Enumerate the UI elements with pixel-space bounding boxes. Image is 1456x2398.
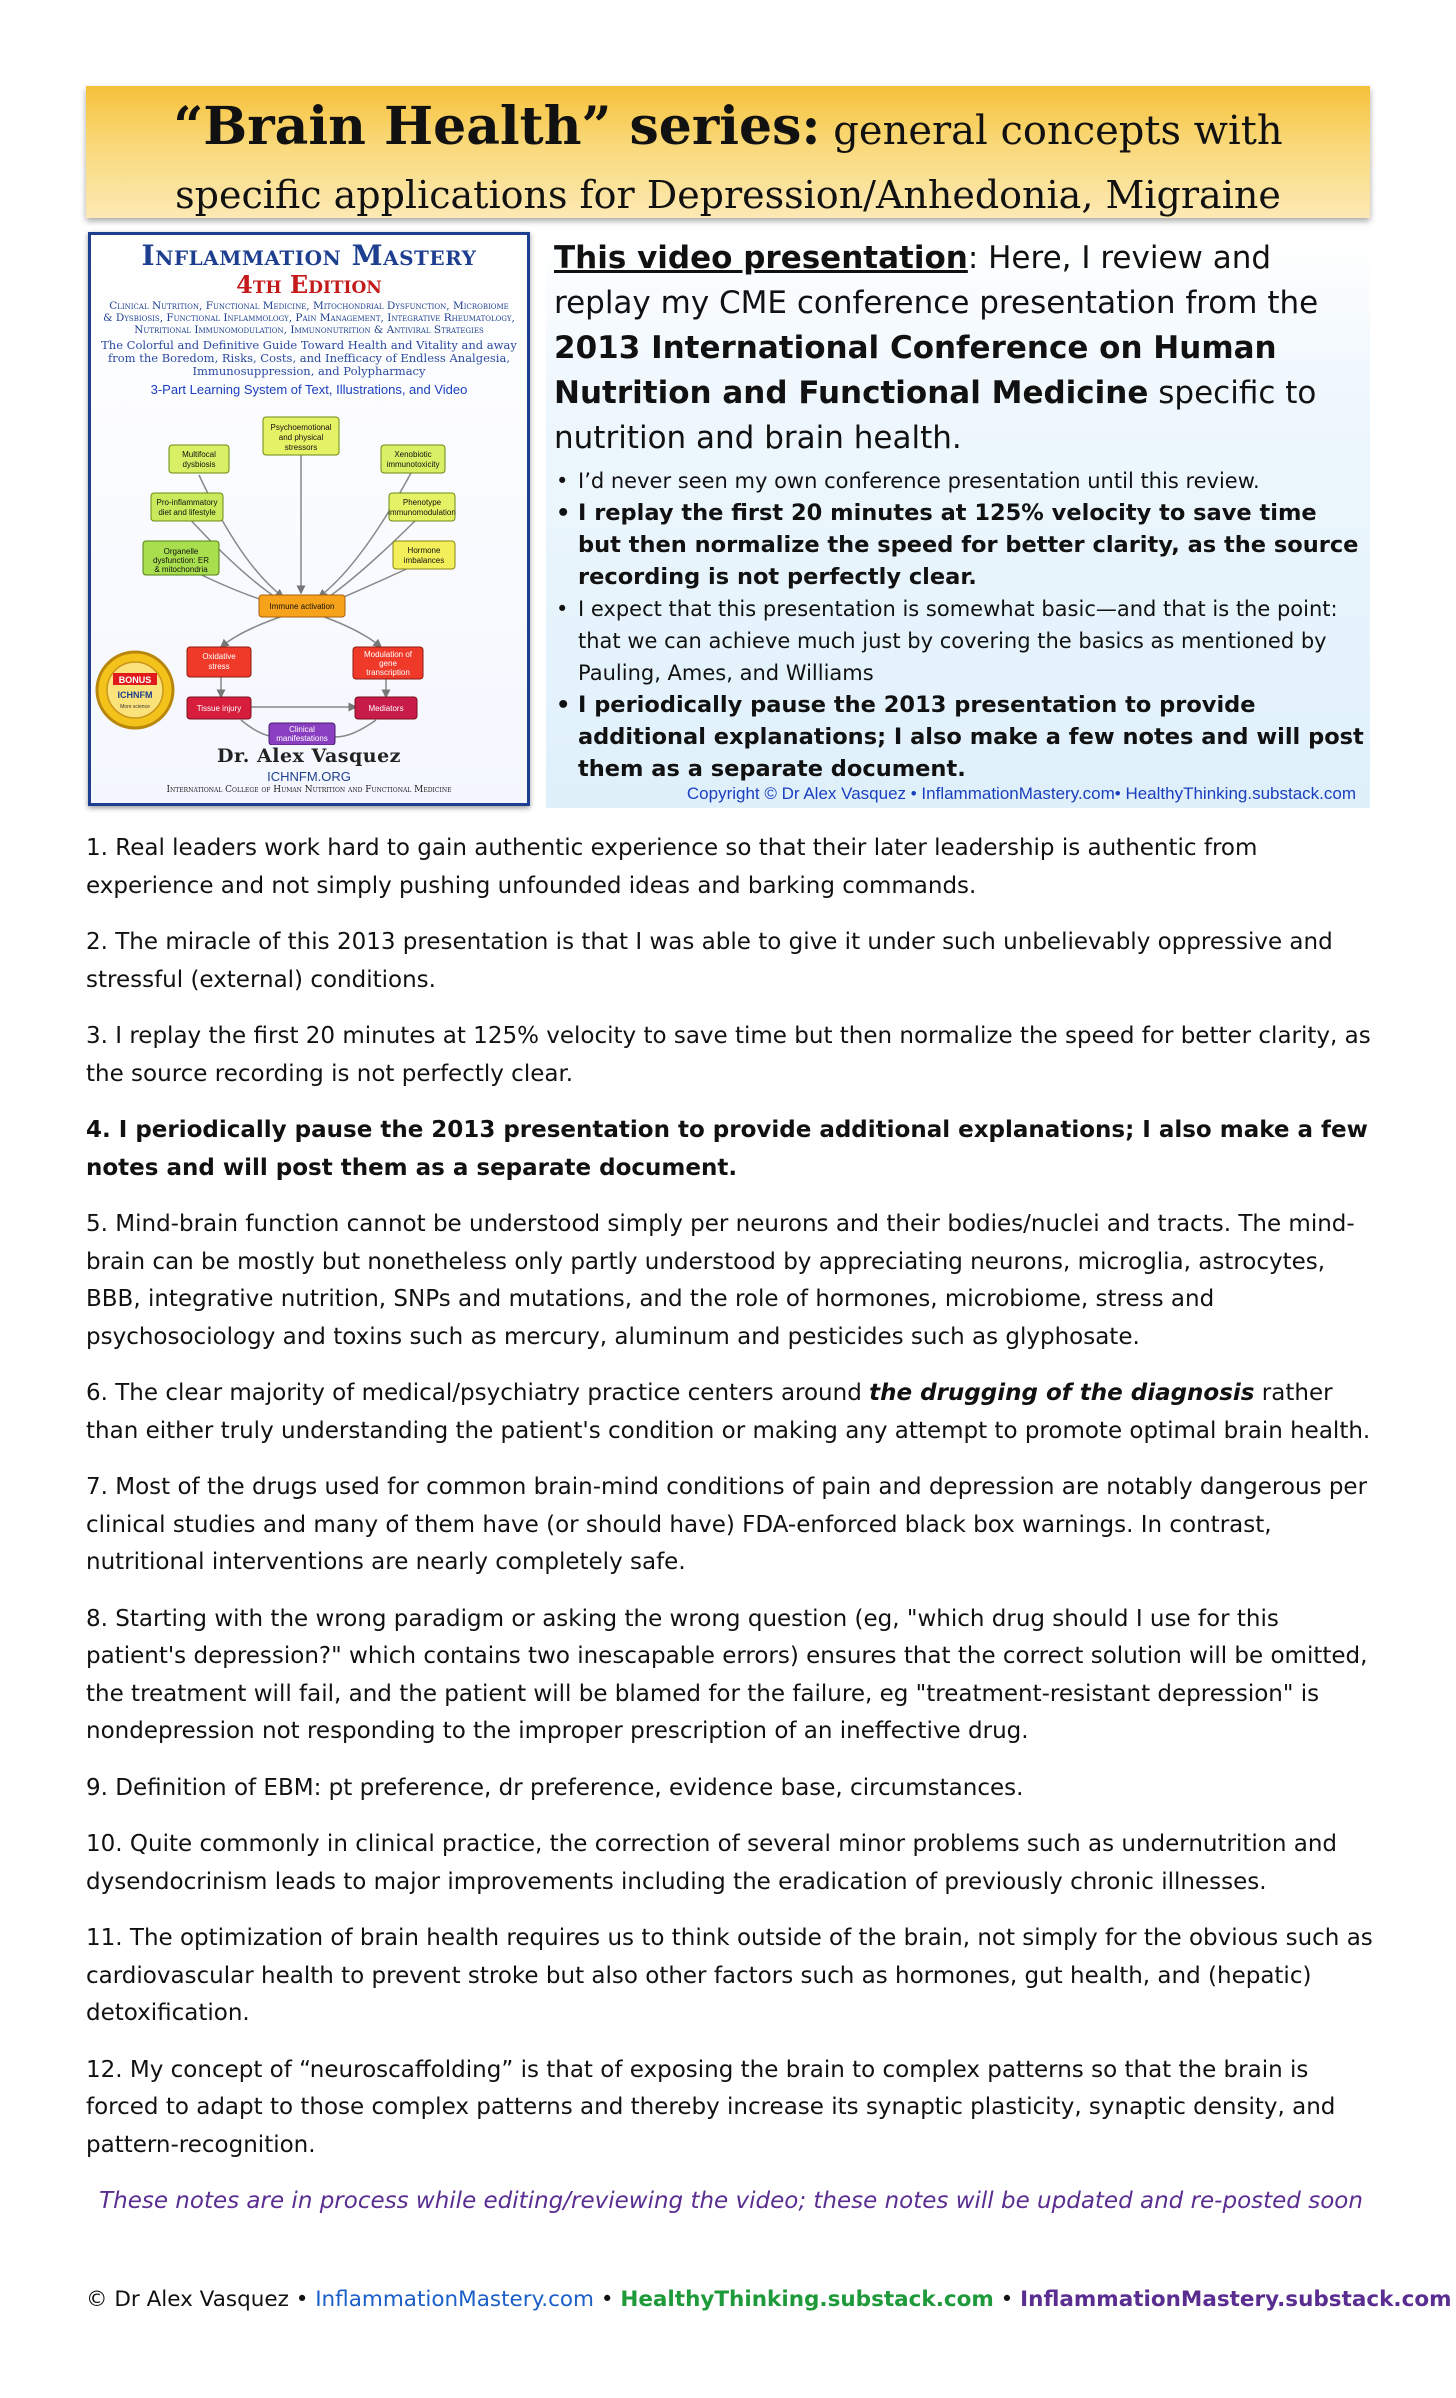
in-process-note: These notes are in process while editing/reviewing the video; these notes will be updated and re-posted soon xyxy=(99,2188,1363,2214)
title-banner xyxy=(86,86,1370,218)
book-subtitle: Clinical Nutrition, Functional Medicine, Mitochondrial Dysfunction, Microbiome & Dysbiosis, Functional Inflammology, Pain Management, Integrative Rheumatology, Nutritional Immunomodulation, Immunonutrition & Antiviral Strategies xyxy=(103,300,515,336)
video-bullets xyxy=(554,465,1364,785)
intro-conference-name: 2013 International Conference on Human Nutrition and Functional Medicine xyxy=(554,330,1277,411)
svg-text:ICHNFM: ICHNFM xyxy=(117,690,153,700)
footer-copyright: © Dr Alex Vasquez • xyxy=(86,2287,316,2312)
note-item: 8. Starting with the wrong paradigm or asking the wrong question (eg, "which drug should I use for this patient's depression?" which contains two inescapable errors) ensures that the correct solution will be omitted, the treatment will fail, and the patient will be blamed for the failure, eg "treatment-resistant depression" is nondepression not responding to the improper prescription of an ineffective drug. xyxy=(86,1605,1368,1744)
footer-link-healthythinking[interactable]: HealthyThinking.substack.com xyxy=(620,2287,994,2312)
note-6-text-b: rather than either truly understanding the patient's condition or making any attempt to promote optimal brain health. xyxy=(86,1380,1371,1444)
intro-text-b: specific to nutrition and brain health. xyxy=(554,375,1317,456)
note-item: 11. The optimization of brain health requires us to think outside of the brain, not simply for the obvious such as cardiovascular health to prevent stroke but also other factors such as hormones, gut health, and (hepatic) detoxification. xyxy=(86,1925,1373,2026)
svg-text:Oxidativestress: Oxidative stress xyxy=(202,652,236,671)
note-item: 3. I replay the first 20 minutes at 125% velocity to save time but then normalize the speed for better clarity, as the source recording is not perfectly clear. xyxy=(86,1023,1371,1087)
svg-text:BONUS: BONUS xyxy=(118,675,152,685)
banner-subtitle: specific applications for Depression/Anhedonia, Migraine xyxy=(175,173,1281,217)
book-college: International College of Human Nutrition and Functional Medicine xyxy=(166,785,452,795)
footer-link-inflammationmastery[interactable]: InflammationMastery.com xyxy=(315,2287,594,2312)
note-item: 9. Definition of EBM: pt preference, dr preference, evidence base, circumstances. xyxy=(86,1774,1024,1801)
book-author: Dr. Alex Vasquez xyxy=(217,745,401,767)
svg-text:Xenobioticimmunotoxicity: Xenobiotic immunotoxicity xyxy=(386,450,440,469)
svg-text:Immune activation: Immune activation xyxy=(269,602,335,611)
bonus-seal-icon xyxy=(97,652,173,728)
svg-text:Psychoemotionaland physicalstr: Psychoemotional and physical stressors xyxy=(270,423,332,452)
svg-text:Clinicalmanifestations: Clinical manifestations xyxy=(276,725,328,743)
copyright-line: Copyright © Dr Alex Vasquez • InflammationMastery.com• HealthyThinking.substack.com xyxy=(686,784,1356,803)
banner-title-bold: “Brain Health” series: xyxy=(173,96,821,157)
video-intro xyxy=(554,236,1364,461)
note-item: 1. Real leaders work hard to gain authentic experience so that their later leadership is authentic from experience and not simply pushing unfounded ideas and barking commands. xyxy=(86,835,1258,899)
book-tagline: The Colorful and Definitive Guide Toward Health and Vitality and away from the Boredom, Risks, Costs, and Inefficacy of Endless Analgesia, Immunosuppression, and Polypharmacy xyxy=(101,338,517,378)
bullet-item: • I periodically pause the 2013 presentation to provide additional explanations; I also make a few notes and will post them as a separate document. xyxy=(554,689,1364,785)
bullet-item: • I’d never seen my own conference presentation until this review. xyxy=(554,465,1364,497)
notes-list xyxy=(86,830,1376,2183)
footer xyxy=(86,2287,1452,2312)
inflammation-diagram xyxy=(91,415,527,745)
svg-text:More science: More science xyxy=(120,704,150,710)
footer-separator: • xyxy=(593,2287,621,2312)
book-learning-system: 3-Part Learning System of Text, Illustrations, and Video xyxy=(150,382,468,397)
bullet-item: • I replay the first 20 minutes at 125% velocity to save time but then normalize the speed for better clarity, as the source recording is not perfectly clear. xyxy=(554,497,1364,593)
book-title: Inflammation Mastery xyxy=(141,239,477,272)
node-multifocal-dysbiosis: Multifocal dysbiosis xyxy=(182,450,216,469)
bullet-item: • I expect that this presentation is somewhat basic—and that is the point: that we can achieve much just by covering the basics as mentioned by Pauling, Ames, and Williams xyxy=(554,593,1364,689)
footer-separator: • xyxy=(993,2287,1021,2312)
banner-title-rest: general concepts with xyxy=(820,108,1283,154)
note-item: 5. Mind-brain function cannot be understood simply per neurons and their bodies/nuclei and tracts. The mind-brain can be mostly but nonetheless only partly understood by appreciating neurons, microglia, astrocytes, BBB, integrative nutrition, SNPs and mutations, and the role of hormones, microbiome, stress and psychosociology and toxins such as mercury, aluminum and pesticides such as glyphosate. xyxy=(86,1211,1355,1350)
note-6-text-a: 6. The clear majority of medical/psychiatry practice centers around xyxy=(86,1380,870,1406)
book-url: ICHNFM.ORG xyxy=(267,769,351,784)
video-info-box xyxy=(546,232,1370,808)
note-item: 10. Quite commonly in clinical practice, the correction of several minor problems such as undernutrition and dysendocrinism leads to major improvements including the eradication of previously chronic illnesses. xyxy=(86,1831,1337,1895)
note-item: 7. Most of the drugs used for common brain-mind conditions of pain and depression are notably dangerous per clinical studies and many of them have (or should have) FDA-enforced black box warnings. In contrast, nutritional interventions are nearly completely safe. xyxy=(86,1474,1368,1575)
svg-text:Hormoneimbalances: Hormone imbalances xyxy=(403,546,445,565)
svg-text:Organelledysfunction: ER& mito: Organelle dysfunction: ER & mitochondria xyxy=(152,547,210,574)
book-cover-image xyxy=(88,232,530,806)
note-6-emphasis: the drugging of the diagnosis xyxy=(869,1380,1255,1406)
svg-text:Pro-inflammatorydiet and lifes: Pro-inflammatory diet and lifestyle xyxy=(156,498,218,517)
svg-text:Mediators: Mediators xyxy=(368,704,404,713)
note-item xyxy=(86,1375,1376,1450)
note-item: 2. The miracle of this 2013 presentation is that I was able to give it under such unbelievably oppressive and stressful (external) conditions. xyxy=(86,929,1333,993)
svg-text:Phenotypeimmunomodulation: Phenotype immunomodulation xyxy=(388,498,456,517)
banner-title xyxy=(86,96,1370,170)
svg-text:Tissue injury: Tissue injury xyxy=(196,704,242,713)
note-item: 12. My concept of “neuroscaffolding” is that of exposing the brain to complex patterns so that the brain is forced to adapt to those complex patterns and thereby increase its synaptic plasticity, synaptic density, and pattern-recognition. xyxy=(86,2056,1336,2158)
svg-text:Modulation ofgenetranscription: Modulation of gene transcription xyxy=(363,650,413,677)
book-edition: 4th Edition xyxy=(236,270,382,299)
intro-text-a: : Here, I review and replay my CME conference presentation from the xyxy=(554,240,1319,321)
footer-link-inflammationmastery-substack[interactable]: InflammationMastery.substack.com xyxy=(1020,2287,1452,2312)
note-item: 4. I periodically pause the 2013 presentation to provide additional explanations; I also make a few notes and will post them as a separate document. xyxy=(86,1117,1368,1181)
video-heading: This video presentation xyxy=(554,240,968,276)
